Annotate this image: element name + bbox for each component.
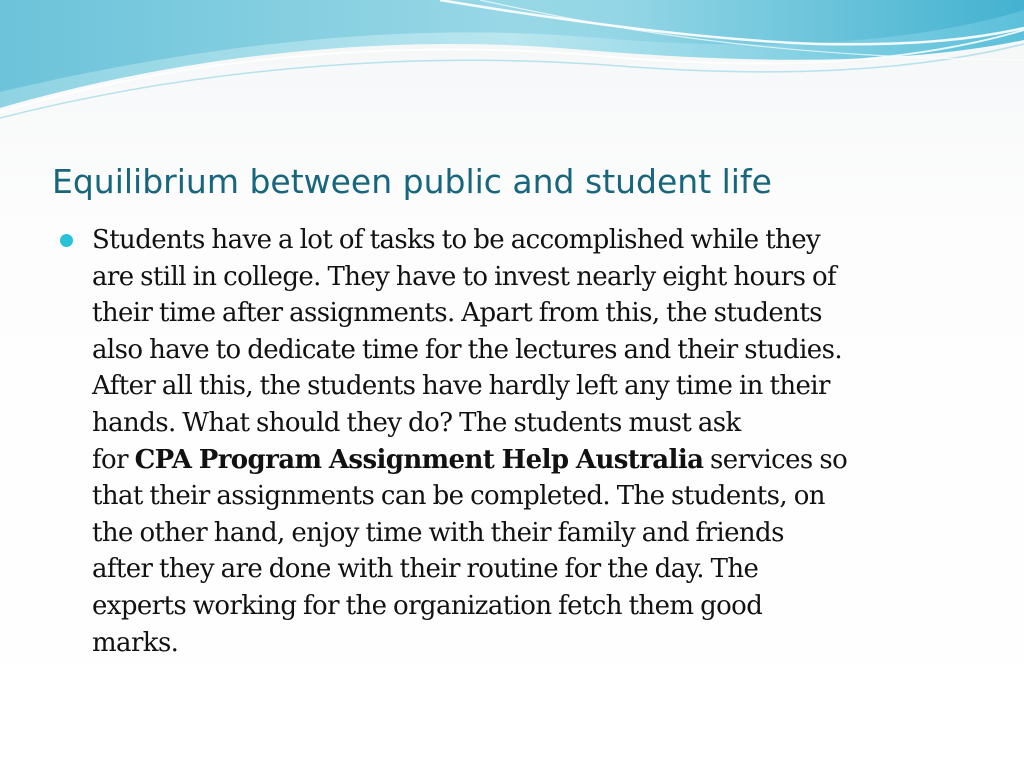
bullet-text (92, 222, 960, 661)
header-wave-decoration (0, 0, 1024, 130)
bullet-line-prefix: for (92, 444, 135, 475)
bullet-line: After all this, the students have hardly left any time in their (92, 371, 830, 402)
bullet-line: marks. (92, 627, 179, 658)
bullet-line: hands. What should they do? The students must ask (92, 407, 741, 438)
bullet-line: experts working for the organization fetch them good (92, 590, 763, 621)
emphasis-service-name: CPA Program Assignment Help Australia (134, 444, 704, 475)
bullet-line-suffix: services so (703, 444, 848, 475)
bullet-dot-icon (60, 234, 73, 247)
bullet-line: are still in college. They have to invest nearly eight hours of (92, 261, 837, 292)
bullet-line-with-emphasis (92, 442, 960, 479)
bullet-line: after they are done with their routine for the day. The (92, 554, 759, 585)
bullet-line: also have to dedicate time for the lectures and their studies. (92, 334, 842, 365)
bullet-line: their time after assignments. Apart from this, the students (92, 298, 822, 329)
bullet-line: Students have a lot of tasks to be accomplished while they (92, 225, 821, 255)
bullet-line: the other hand, enjoy time with their family and friends (92, 517, 784, 548)
bullet-line: that their assignments can be completed. The students, on (92, 481, 825, 512)
slide-title: Equilibrium between public and student life (52, 162, 772, 201)
